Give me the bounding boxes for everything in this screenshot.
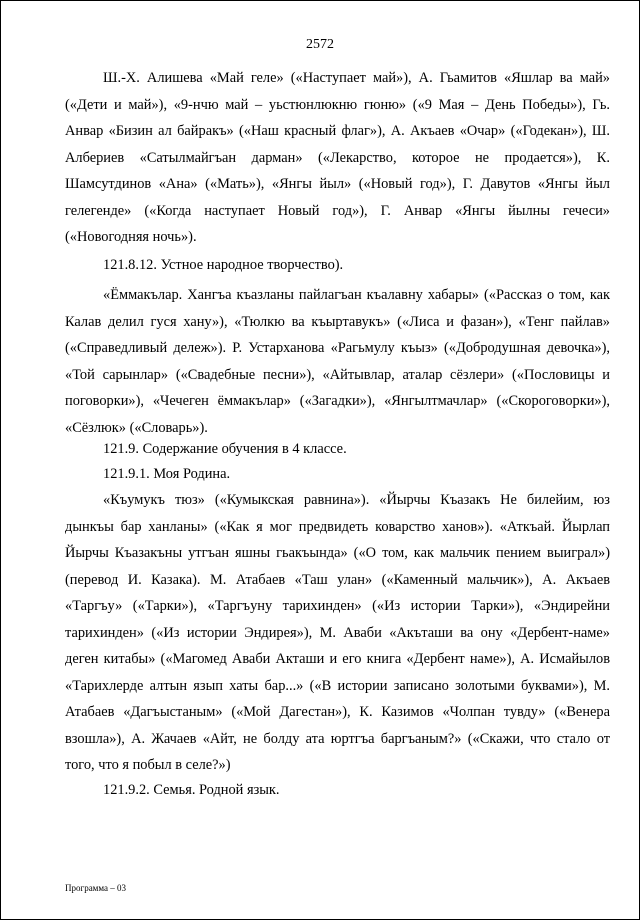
- section-heading-text: 121.8.12. Устное народное творчество).: [103, 257, 344, 273]
- paragraph-text: «Ёммакълар. Хангъа къазланы пайлагъан къалавну хабары» («Рассказ о том, как Калав делил гуся хану»), «Тюлкю ва къыртавукъ» («Лиса и фазан»), «Тенг пайлав» («Справедливый дележ»). Р. Устарханова «Рагьмулу къыз» («Добродушная девочка»), «Той сарынлар» («Свадебные песни»), «Айтывлар, аталар сёзлери» («Пословицы и поговорки»), «Чечеген ёммакълар» («Загадки»), «Янгылтмачлар» («Скороговорки»), «Сёзлюк» («Словарь»).: [65, 287, 610, 436]
- paragraph-kumyk-plain: [65, 487, 610, 779]
- section-heading-text: 121.9.1. Моя Родина.: [103, 466, 231, 482]
- page-footer: Программа – 03: [65, 883, 127, 893]
- page-number: 2572: [306, 37, 334, 52]
- paragraph-authors-may: [65, 65, 610, 251]
- paragraph-text: Ш.-Х. Алишева «Май геле» («Наступает май»), А. Гьамитов «Яшлар ва май» («Дети и май»), «9-нчю май – уьстюнлюкню гюню» («9 Мая – День Победы»), Гь. Анвар «Бизин ал байракъ» («Наш красный флаг»), А. Акъаев «Очар» («Годекан»), Ш. Албериев «Сатылмайгъан дарман» («Лекарство, которое не продается»), К. Шамсутдинов «Ана» («Мать»), «Янгы йыл» («Новый год»), Г. Давутов «Янгы йыл гелегенде» («Когда наступает Новый год»), Г. Анвар «Янгы йылны гечеси» («Новогодняя ночь»).: [65, 70, 610, 245]
- section-heading-text: 121.9. Содержание обучения в 4 классе.: [103, 441, 347, 457]
- section-heading-text: 121.9.2. Семья. Родной язык.: [103, 782, 280, 798]
- section-heading-family: [65, 777, 610, 804]
- section-heading-grade4: [65, 436, 610, 463]
- section-heading-motherland: [65, 461, 610, 488]
- paragraph-text: «Къумукъ тюз» («Кумыкская равнина»). «Йырчы Къазакъ Не билейим, юз дынкъы бар ханланы» («Как я мог предвидеть коварство ханов»). «Аткъай. Йырлап Йырчы Къазакъны утгъан яшны гьакъында» («О том, как мальчик пением выиграл») (перевод И. Казака). М. Атабаев «Таш улан» («Каменный мальчик»), А. Акъаев «Таргъу» («Тарки»), «Таргъуну тарихинден» («Из истории Тарки»), «Эндирейни тарихинден» («Из истории Эндирея»), М. Аваби «Акъташи ва ону «Дербент-наме» деген китабы» («Магомед Аваби Акташи и его книга «Дербент наме»), А. Исмайылов «Тарихлерде алтын язып хаты бар...» («В истории записано золотыми буквами»), М. Атабаев «Дагъыстаным» («Мой Дагестан»), К. Казимов «Чолпан тувду» («Венера взошла»), А. Жачаев «Айт, не болду ата юртгъа баргъаным?» («Скажи, что стало от того, что я побыл в селе?»): [65, 492, 610, 773]
- section-heading-folk-art: [65, 252, 610, 279]
- paragraph-folk-tales: [65, 282, 610, 441]
